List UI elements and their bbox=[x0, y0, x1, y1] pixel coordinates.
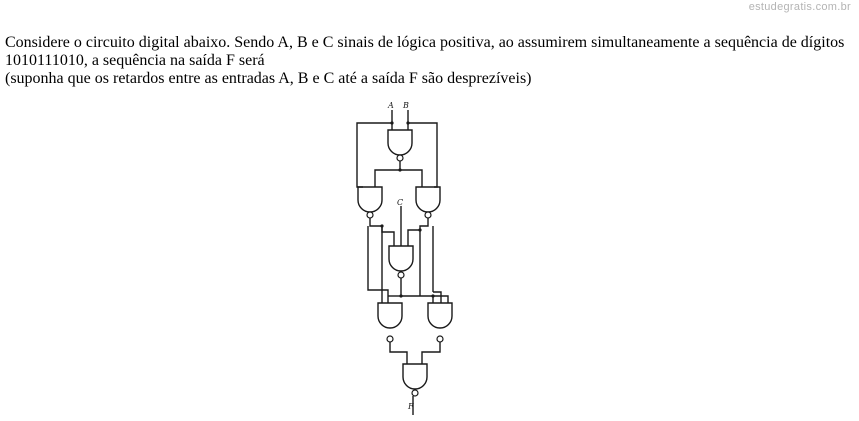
input-c-label: C bbox=[397, 198, 404, 207]
nand-gate-1 bbox=[388, 130, 412, 161]
nand-gate-4 bbox=[389, 246, 413, 278]
question-note: (suponha que os retardos entre as entradas A, B e C até a saída F são desprezíveis) bbox=[5, 70, 532, 87]
site-watermark: estudegratis.com.br bbox=[748, 1, 851, 13]
nand-gate-3 bbox=[416, 187, 440, 218]
question-text bbox=[5, 34, 855, 88]
nand-gate-5 bbox=[378, 303, 402, 342]
nand-gate-7 bbox=[403, 364, 427, 396]
logic-circuit-diagram bbox=[338, 95, 468, 420]
nand-gate-2 bbox=[358, 187, 382, 218]
output-f-label: F bbox=[408, 402, 414, 411]
input-a-label: A bbox=[388, 101, 394, 110]
question-statement: Considere o circuito digital abaixo. Sendo A, B e C sinais de lógica positiva, ao assumirem simultaneamente a sequência de dígitos 1010111010, a sequência na saída F será bbox=[5, 34, 845, 69]
input-b-label: B bbox=[403, 101, 409, 110]
nand-gate-6 bbox=[428, 303, 452, 342]
